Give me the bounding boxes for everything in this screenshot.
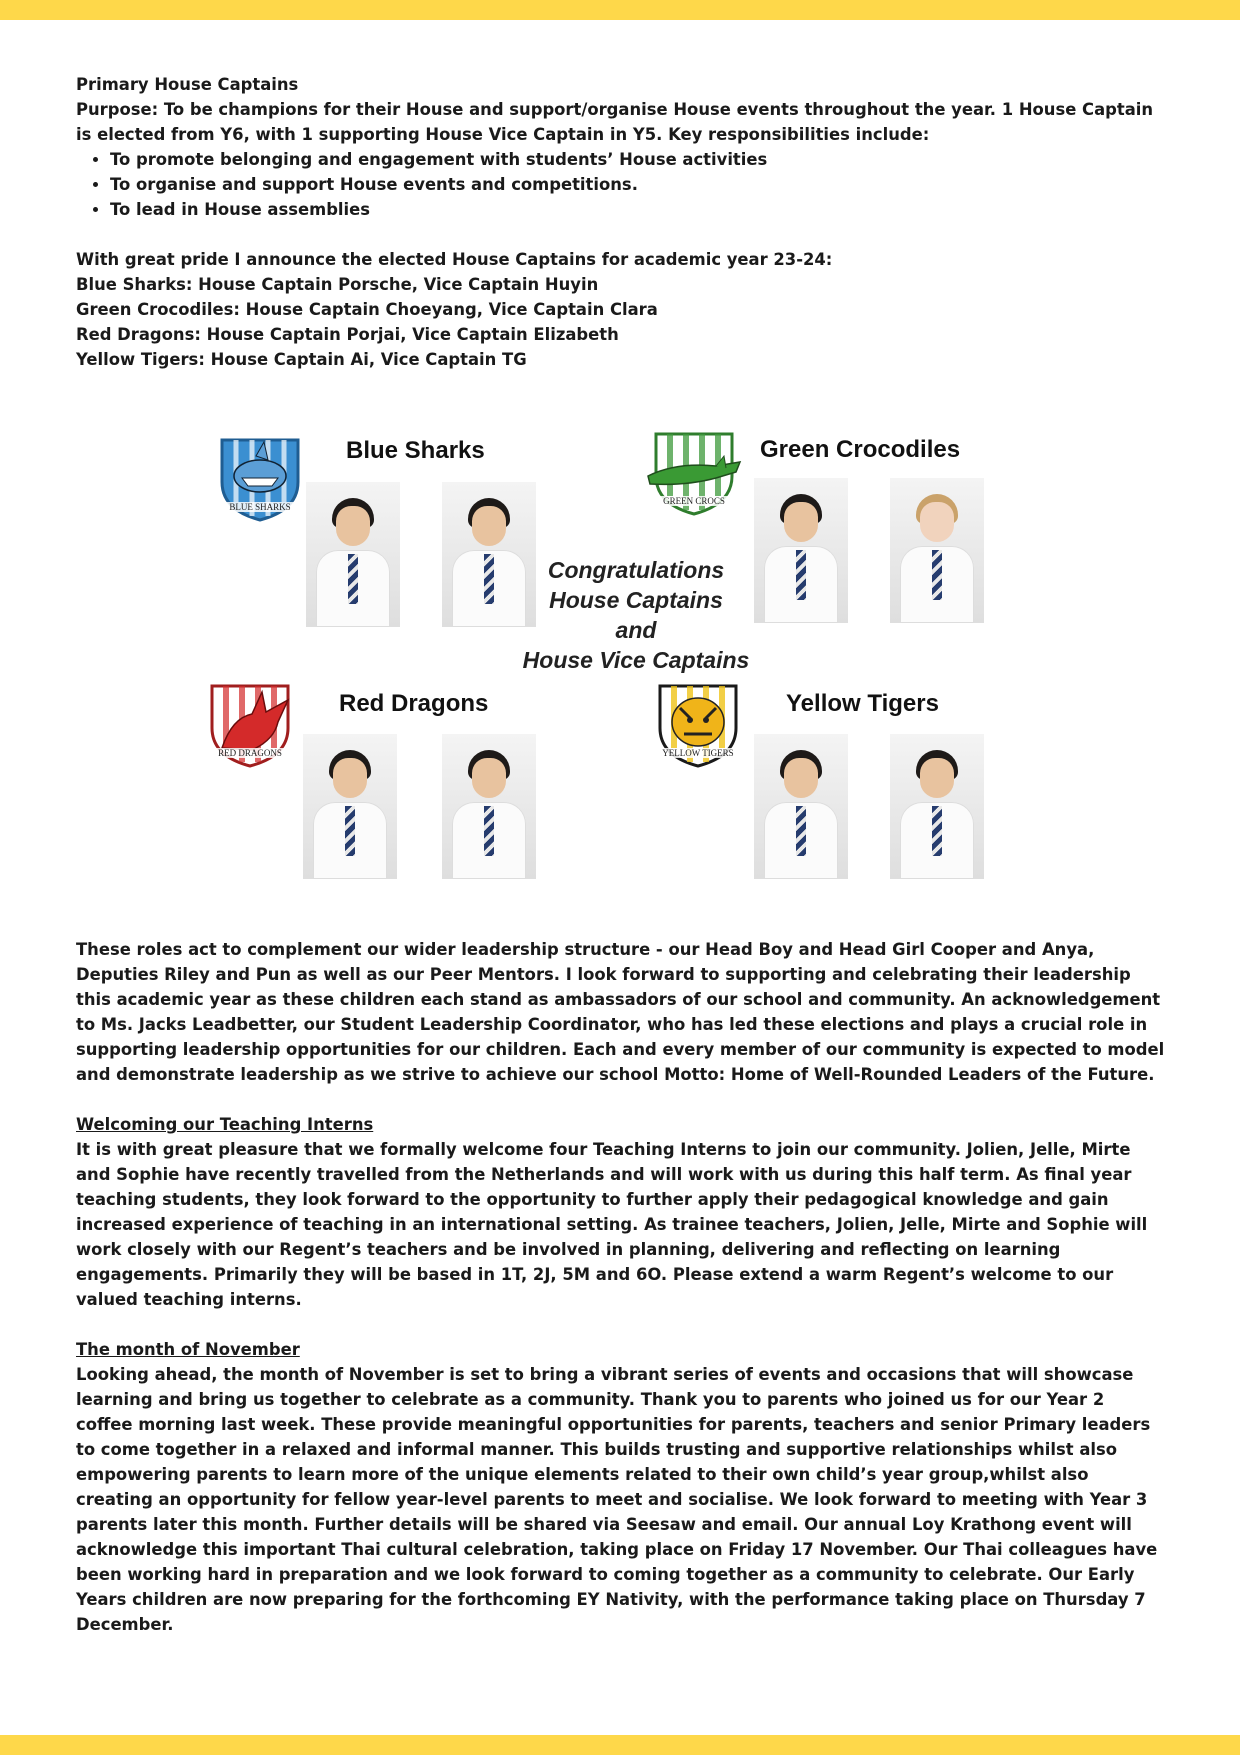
responsibilities-list	[76, 147, 1166, 222]
house-line-yellow: Yellow Tigers: House Captain Ai, Vice Captain TG	[76, 350, 527, 369]
red-dragons-crest	[202, 678, 298, 768]
congrats-line: and	[615, 617, 657, 643]
congrats-line: House Vice Captains	[522, 647, 750, 673]
leadership-paragraph: These roles act to complement our wider leadership structure - our Head Boy and Head Girl Cooper and Anya, Deputies Riley and Pun as well as our Peer Mentors. I look forward to supporting and celebrating their leadership this academic year as these children each stand as ambassadors of our school and community. An acknowledgement to Ms. Jacks Leadbetter, our Student Leadership Coordinator, who has led these elections and plays a crucial role in supporting leadership opportunities for our children. Each and every member of our community is expected to model and demonstrate leadership as we strive to achieve our school Motto: Home of Well-Rounded Leaders of the Future.	[76, 940, 1165, 1084]
list-item: • To promote belonging and engagement with students’ House activities	[110, 147, 1166, 172]
interns-heading: Welcoming our Teaching Interns	[76, 1115, 374, 1134]
november-heading: The month of November	[76, 1340, 300, 1359]
crest-label: RED DRAGONS	[210, 748, 290, 758]
announcement-line: With great pride I announce the elected House Captains for academic year 23-24:	[76, 250, 833, 269]
congrats-line: Congratulations	[547, 557, 725, 583]
red-dragons-vice-captain-photo	[442, 734, 536, 879]
bottom-accent-bar	[0, 1735, 1240, 1755]
blue-sharks-captain-photo	[306, 482, 400, 627]
top-accent-bar	[0, 0, 1240, 20]
green-crocodiles-captain-photo	[754, 478, 848, 623]
interns-paragraph: It is with great pleasure that we formally welcome four Teaching Interns to join our community. Jolien, Jelle, Mirte and Sophie have recently travelled from the Netherlands and will work with us during this half term. As final year teaching students, they look forward to the opportunity to further apply their pedagogical knowledge and gain increased experience of teaching in an international setting. As trainee teachers, Jolien, Jelle, Mirte and Sophie will work closely with our Regent’s teachers and be involved in planning, delivering and reflecting on learning engagements. Primarily they will be based in 1T, 2J, 5M and 6O. Please extend a warm Regent’s welcome to our valued teaching interns.	[76, 1140, 1148, 1309]
yellow-tigers-crest	[650, 678, 746, 768]
list-item: • To organise and support House events and competitions.	[110, 172, 1166, 197]
house-line-blue: Blue Sharks: House Captain Porsche, Vice Captain Huyin	[76, 275, 599, 294]
crest-label: BLUE SHARKS	[220, 502, 300, 512]
list-item: • To lead in House assemblies	[110, 197, 1166, 222]
house-title-blue-sharks: Blue Sharks	[346, 437, 485, 464]
house-captains-purpose: Purpose: To be champions for their House and support/organise House events throughout the year. 1 House Captain is elected from Y6, with 1 supporting House Vice Captain in Y5. Key responsibilities include:	[76, 100, 1154, 144]
house-title-green-crocodiles: Green Crocodiles	[760, 436, 961, 463]
congrats-line: House Captains	[549, 587, 723, 613]
house-title-yellow-tigers: Yellow Tigers	[786, 690, 939, 717]
house-line-green: Green Crocodiles: House Captain Choeyang, Vice Captain Clara	[76, 300, 658, 319]
green-crocodiles-vice-captain-photo	[890, 478, 984, 623]
house-title-red-dragons: Red Dragons	[339, 690, 489, 717]
green-crocodiles-crest	[646, 426, 742, 516]
congratulations-text	[506, 555, 766, 675]
house-line-red: Red Dragons: House Captain Porjai, Vice Captain Elizabeth	[76, 325, 619, 344]
red-dragons-captain-photo	[303, 734, 397, 879]
house-captains-heading: Primary House Captains	[76, 75, 299, 94]
house-captains-poster	[76, 422, 1166, 897]
crest-label: GREEN CROCS	[654, 496, 734, 506]
yellow-tigers-vice-captain-photo	[890, 734, 984, 879]
november-paragraph: Looking ahead, the month of November is set to bring a vibrant series of events and occasions that will showcase learning and bring us together to celebrate as a community. Thank you to parents who joined us for our Year 2 coffee morning last week. These provide meaningful opportunities for parents, teachers and senior Primary leaders to come together in a relaxed and informal manner. This builds trusting and supportive relationships whilst also empowering parents to learn more of the unique elements related to their own child’s year group,whilst also creating an opportunity for fellow year-level parents to meet and socialise. We look forward to meeting with Year 3 parents later this month. Further details will be shared via Seesaw and email. Our annual Loy Krathong event will acknowledge this important Thai cultural celebration, taking place on Friday 17 November. Our Thai colleagues have been working hard in preparation and we look forward to coming together as a community to celebrate. Our Early Years children are now preparing for the forthcoming EY Nativity, with the performance taking place on Thursday 7 December.	[76, 1365, 1158, 1634]
yellow-tigers-captain-photo	[754, 734, 848, 879]
blue-sharks-crest	[212, 432, 308, 522]
newsletter-page	[76, 72, 1166, 1637]
crest-label: YELLOW TIGERS	[658, 748, 738, 758]
